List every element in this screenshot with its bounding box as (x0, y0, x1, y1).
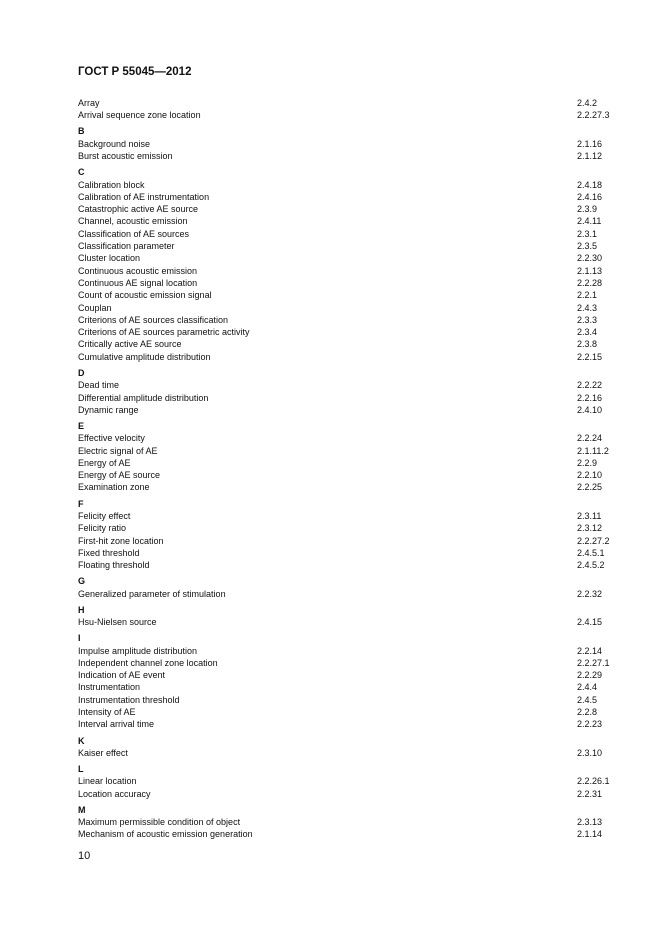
index-section-ref: 2.4.16 (577, 191, 603, 202)
index-entry (78, 481, 618, 493)
alphabetical-index (78, 97, 618, 841)
index-section-ref: 2.2.27.1 (577, 657, 610, 668)
index-entry (78, 775, 618, 787)
index-term: Background noise (78, 138, 151, 149)
index-section-ref: 2.2.15 (577, 351, 603, 362)
index-entry (78, 302, 618, 314)
index-letter-heading: D (78, 367, 85, 378)
index-term: Felicity effect (78, 510, 131, 521)
index-entry (78, 97, 618, 109)
index-entry (78, 657, 618, 669)
index-section-ref: 2.3.3 (577, 314, 598, 325)
index-section-ref: 2.2.16 (577, 392, 603, 403)
index-section-ref: 2.3.9 (577, 204, 598, 215)
index-section-ref: 2.4.15 (577, 617, 603, 628)
index-section-ref: 2.2.9 (577, 457, 598, 468)
index-section-ref: 2.1.11.2 (577, 445, 609, 456)
index-section-ref: 2.3.4 (577, 327, 598, 338)
index-term: Dynamic range (78, 404, 139, 415)
index-term: Calibration of AE instrumentation (78, 191, 210, 202)
index-entry (78, 535, 618, 547)
index-entry (78, 718, 618, 730)
index-section-ref: 2.3.13 (577, 817, 603, 828)
index-letter-heading: I (78, 633, 81, 644)
index-entry (78, 559, 618, 571)
index-section-ref: 2.4.10 (577, 404, 603, 415)
index-term: Location accuracy (78, 788, 151, 799)
index-entry (78, 240, 618, 252)
index-section-ref: 2.4.18 (577, 179, 603, 190)
index-entry (78, 252, 618, 264)
index-entry (78, 138, 618, 150)
index-entry (78, 289, 618, 301)
index-section-ref: 2.2.23 (577, 719, 603, 730)
index-entry (78, 445, 618, 457)
index-entry (78, 432, 618, 444)
index-entry (78, 706, 618, 718)
index-term: Continuous acoustic emission (78, 265, 198, 276)
index-term: Criterions of AE sources parametric activity (78, 327, 250, 338)
index-entry (78, 277, 618, 289)
index-entry (78, 828, 618, 840)
index-entry (78, 150, 618, 162)
index-entry (78, 457, 618, 469)
index-section-ref: 2.3.10 (577, 747, 603, 758)
index-entry (78, 379, 618, 391)
index-section-ref: 2.4.2 (577, 98, 598, 108)
index-section-ref: 2.4.11 (577, 216, 602, 227)
index-term: Array (78, 98, 100, 108)
index-entry (78, 326, 618, 338)
index-section-ref: 2.2.25 (577, 482, 603, 493)
index-section-ref: 2.3.1 (577, 228, 598, 239)
index-letter-heading: G (78, 576, 86, 587)
index-section-ref: 2.4.5.2 (577, 560, 605, 571)
index-entry (78, 694, 618, 706)
index-term: Hsu-Nielsen source (78, 617, 157, 628)
index-term: Energy of AE (78, 457, 131, 468)
index-section-ref: 2.2.26.1 (577, 776, 610, 787)
index-entry (78, 314, 618, 326)
index-term: Electric signal of AE (78, 445, 158, 456)
index-term: Linear location (78, 776, 137, 787)
index-term: Couplan (78, 302, 112, 313)
index-term: Maximum permissible condition of object (78, 817, 241, 828)
index-term: Instrumentation (78, 682, 141, 693)
index-term: Classification of AE sources (78, 228, 190, 239)
index-term: Catastrophic active AE source (78, 204, 199, 215)
index-term: Count of acoustic emission signal (78, 290, 212, 301)
index-section-ref: 2.2.27.2 (577, 535, 610, 546)
index-section-ref: 2.4.5.1 (577, 547, 605, 558)
index-section-ref: 2.3.11 (577, 510, 602, 521)
index-section-ref: 2.2.29 (577, 670, 603, 681)
index-section-ref: 2.2.28 (577, 277, 603, 288)
index-entry (78, 645, 618, 657)
index-entry (78, 747, 618, 759)
index-term: Instrumentation threshold (78, 694, 180, 705)
index-term: Effective velocity (78, 433, 145, 444)
index-entry (78, 404, 618, 416)
index-term: Calibration block (78, 179, 145, 190)
index-entry (78, 681, 618, 693)
index-section-ref: 2.2.8 (577, 707, 598, 718)
index-section-ref: 2.2.24 (577, 433, 603, 444)
index-entry (78, 547, 618, 559)
page-number: 10 (78, 850, 91, 862)
index-letter-heading: M (78, 804, 86, 815)
index-term: Criterions of AE sources classification (78, 314, 229, 325)
index-term: Differential amplitude distribution (78, 392, 209, 403)
index-section-ref: 2.2.27.3 (577, 110, 610, 121)
index-term: Intensity of AE (78, 707, 136, 718)
index-section-ref: 2.4.3 (577, 302, 598, 313)
index-term: Examination zone (78, 482, 150, 493)
index-section-ref: 2.1.14 (577, 829, 603, 840)
index-entry (78, 510, 618, 522)
index-section-ref: 2.3.5 (577, 241, 598, 252)
index-entry (78, 338, 618, 350)
index-term: Felicity ratio (78, 523, 127, 534)
index-term: Interval arrival time (78, 719, 155, 730)
index-entry (78, 203, 618, 215)
index-section-ref: 2.4.4 (577, 682, 598, 693)
index-entry (78, 392, 618, 404)
index-section-ref: 2.2.31 (577, 788, 603, 799)
index-letter-heading: B (78, 126, 85, 137)
index-section-ref: 2.4.5 (577, 694, 598, 705)
index-section-ref: 2.1.12 (577, 151, 603, 162)
index-section-ref: 2.1.13 (577, 265, 603, 276)
index-term: Channel, acoustic emission (78, 216, 188, 227)
index-entry (78, 616, 618, 628)
index-term: Mechanism of acoustic emission generation (78, 829, 253, 840)
index-section-ref: 2.3.8 (577, 339, 598, 350)
index-entry (78, 351, 618, 363)
index-entry (78, 788, 618, 800)
index-entry (78, 816, 618, 828)
index-section-ref: 2.2.1 (577, 290, 598, 301)
index-term: Kaiser effect (78, 747, 128, 758)
index-letter-heading: L (78, 764, 84, 775)
index-letter-heading: H (78, 604, 85, 615)
index-term: Continuous AE signal location (78, 277, 198, 288)
index-entry (78, 469, 618, 481)
index-entry (78, 228, 618, 240)
index-term: Independent channel zone location (78, 657, 218, 668)
index-section-ref: 2.2.32 (577, 588, 603, 599)
index-entry (78, 588, 618, 600)
index-term: Floating threshold (78, 560, 150, 571)
index-entry (78, 179, 618, 191)
index-term: Dead time (78, 380, 120, 391)
document-header: ГОСТ Р 55045—2012 (78, 66, 192, 78)
index-letter-heading: F (78, 498, 84, 509)
index-section-ref: 2.1.16 (577, 138, 603, 149)
index-term: First-hit zone location (78, 535, 164, 546)
index-entry (78, 669, 618, 681)
index-term: Cluster location (78, 253, 141, 264)
index-letter-heading: K (78, 735, 85, 746)
index-entry (78, 522, 618, 534)
index-term: Impulse amplitude distribution (78, 645, 198, 656)
index-section-ref: 2.3.12 (577, 523, 603, 534)
index-letter-heading: C (78, 167, 85, 178)
index-entry (78, 265, 618, 277)
index-section-ref: 2.2.10 (577, 470, 603, 481)
index-term: Classification parameter (78, 241, 175, 252)
index-section-ref: 2.2.22 (577, 380, 603, 391)
index-section-ref: 2.2.14 (577, 645, 603, 656)
index-term: Fixed threshold (78, 547, 140, 558)
index-entry (78, 109, 618, 121)
index-term: Arrival sequence zone location (78, 110, 201, 121)
index-term: Burst acoustic emission (78, 151, 173, 162)
index-entry (78, 215, 618, 227)
index-term: Indication of AE event (78, 670, 166, 681)
index-term: Energy of AE source (78, 470, 161, 481)
index-term: Cumulative amplitude distribution (78, 351, 211, 362)
index-letter-heading: E (78, 420, 85, 431)
index-term: Critically active AE source (78, 339, 182, 350)
index-entry (78, 191, 618, 203)
index-section-ref: 2.2.30 (577, 253, 603, 264)
index-term: Generalized parameter of stimulation (78, 588, 226, 599)
